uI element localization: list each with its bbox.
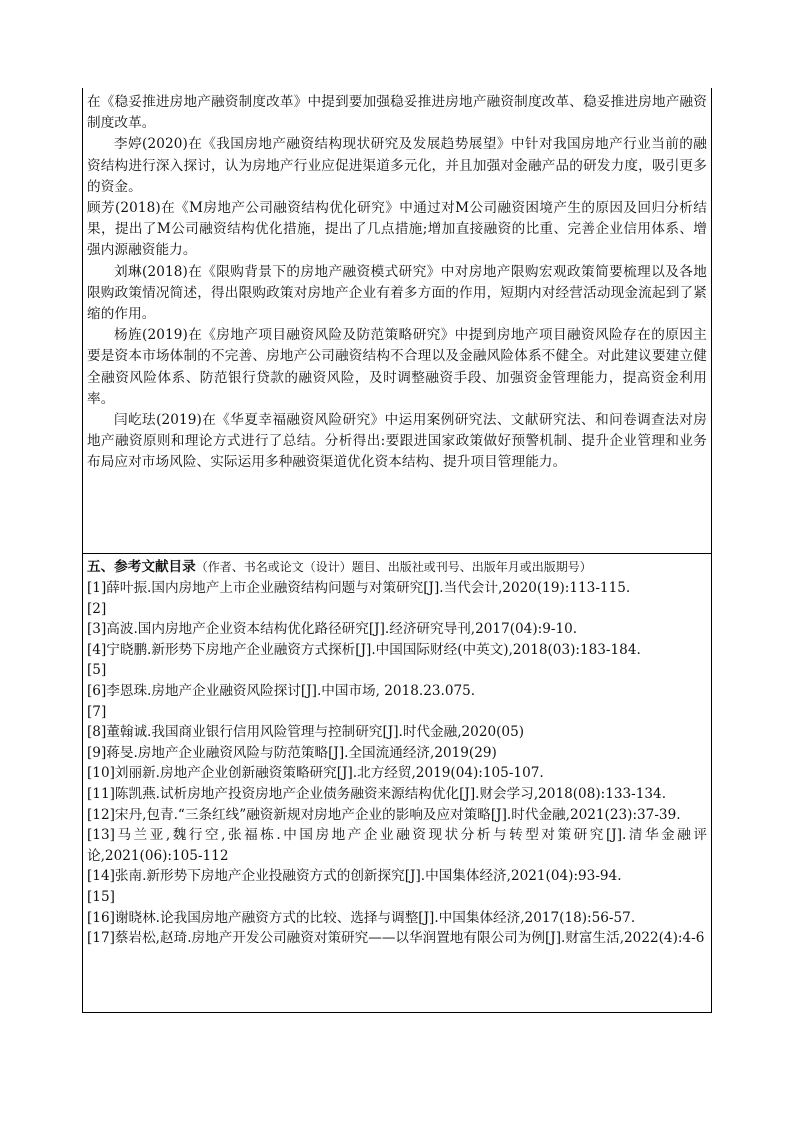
references-heading-note: （作者、书名或论文（设计）题目、出版社或刊号、出版年月或出版期号）	[195, 560, 592, 574]
reference-item: [16]谢晓林.论我国房地产融资方式的比较、选择与调整[J].中国集体经济,2017(18):56-57.	[87, 909, 636, 926]
review-paragraph-6: 闫屹珐(2019)在《华夏幸福融资风险研究》中运用案例研究法、文献研究法、和问卷调查法对房地产融资原则和理论方式进行了总结。分析得出:要跟进国家政策做好预警机制、提升企业管理和业务布局应对市场风险、实际运用多种融资渠道优化资本结构、提升项目管理能力。	[87, 412, 707, 471]
reference-item: [15]	[87, 888, 115, 905]
review-paragraph-2: 李婷(2020)在《我国房地产融资结构现状研究及发展趋势展望》中针对我国房地产行业当前的融资结构进行深入探讨，认为房地产行业应促进渠道多元化，并且加强对金融产品的研发力度，吸引更多的资金。	[87, 136, 707, 195]
reference-item: [2]	[87, 600, 107, 617]
reference-item: [6]李恩珠.房地产企业融资风险探讨[J].中国市场, 2018.23.075.	[87, 682, 476, 699]
reference-item: [9]蒋旻.房地产企业融资风险与防范策略[J].全国流通经济,2019(29)	[87, 744, 497, 761]
review-paragraph-1: 在《稳妥推进房地产融资制度改革》中提到要加强稳妥推进房地产融资制度改革、稳妥推进房地产融资制度改革。	[87, 94, 707, 132]
reference-item: [5]	[87, 662, 107, 679]
references-cell	[82, 553, 712, 1013]
reference-item: [4]宁晓鹏.新形势下房地产企业融资方式探析[J].中国国际财经(中英文),2018(03):183-184.	[87, 641, 641, 658]
review-paragraph-4: 刘琳(2018)在《限购背景下的房地产融资模式研究》中对房地产限购宏观政策简要梳理以及各地限购政策情况简述，得出限购政策对房地产企业有着多方面的作用，短期内对经营活动现金流起到了紧缩的作用。	[87, 263, 707, 323]
literature-review-content	[83, 88, 711, 474]
review-paragraph-3: 顾芳(2018)在《M房地产公司融资结构优化研究》中通过对M公司融资困境产生的原因及回归分析结果，提出了M公司融资结构优化措施，提出了几点措施;增加直接融资的比重、完善企业信用体系、增强内源融资能力。	[87, 200, 707, 259]
reference-item: [3]高波.国内房地产企业资本结构优化路径研究[J].经济研究导刊,2017(04):9-10.	[87, 621, 578, 638]
references-list	[83, 578, 711, 949]
literature-review-cell	[82, 88, 712, 554]
reference-item: [13]马兰亚,魏行空,张福栋.中国房地产企业融资现状分析与转型对策研究[J].清华金融评论,2021(06):105-112	[87, 827, 707, 864]
reference-item: [11]陈凯燕.试析房地产投资房地产企业债务融资来源结构优化[J].财会学习,2018(08):133-134.	[87, 785, 667, 802]
reference-item: [14]张南.新形势下房地产企业投融资方式的创新探究[J].中国集体经济,2021(04):93-94.	[87, 868, 622, 885]
review-paragraph-5: 杨旌(2019)在《房地产项目融资风险及防范策略研究》中提到房地产项目融资风险存在的原因主要是资本市场体制的不完善、房地产公司融资结构不合理以及金融风险体系不健全。对此建议要建立健全融资风险体系、防范银行贷款的融资风险，及时调整融资手段、加强资金管理能力，提高资金利用率。	[87, 327, 707, 407]
reference-item: [10]刘丽新.房地产企业创新融资策略研究[J].北方经贸,2019(04):105-107.	[87, 765, 544, 782]
reference-item: [12]宋丹,包青.“三条红线”融资新规对房地产企业的影响及应对策略[J].时代金融,2021(23):37-39.	[87, 806, 681, 823]
references-heading	[83, 557, 711, 578]
references-heading-title: 五、参考文献目录	[87, 559, 196, 575]
reference-item: [17]蔡岩松,赵琦.房地产开发公司融资对策研究——以华润置地有限公司为例[J].财富生活,2022(4):4-6	[87, 930, 705, 947]
reference-item: [7]	[87, 703, 107, 720]
reference-item: [8]董翰诚.我国商业银行信用风险管理与控制研究[J].时代金融,2020(05)	[87, 724, 525, 741]
reference-item: [1]薛叶振.国内房地产上市企业融资结构问题与对策研究[J].当代会计,2020(19):113-115.	[87, 580, 631, 596]
references-content	[83, 554, 711, 949]
